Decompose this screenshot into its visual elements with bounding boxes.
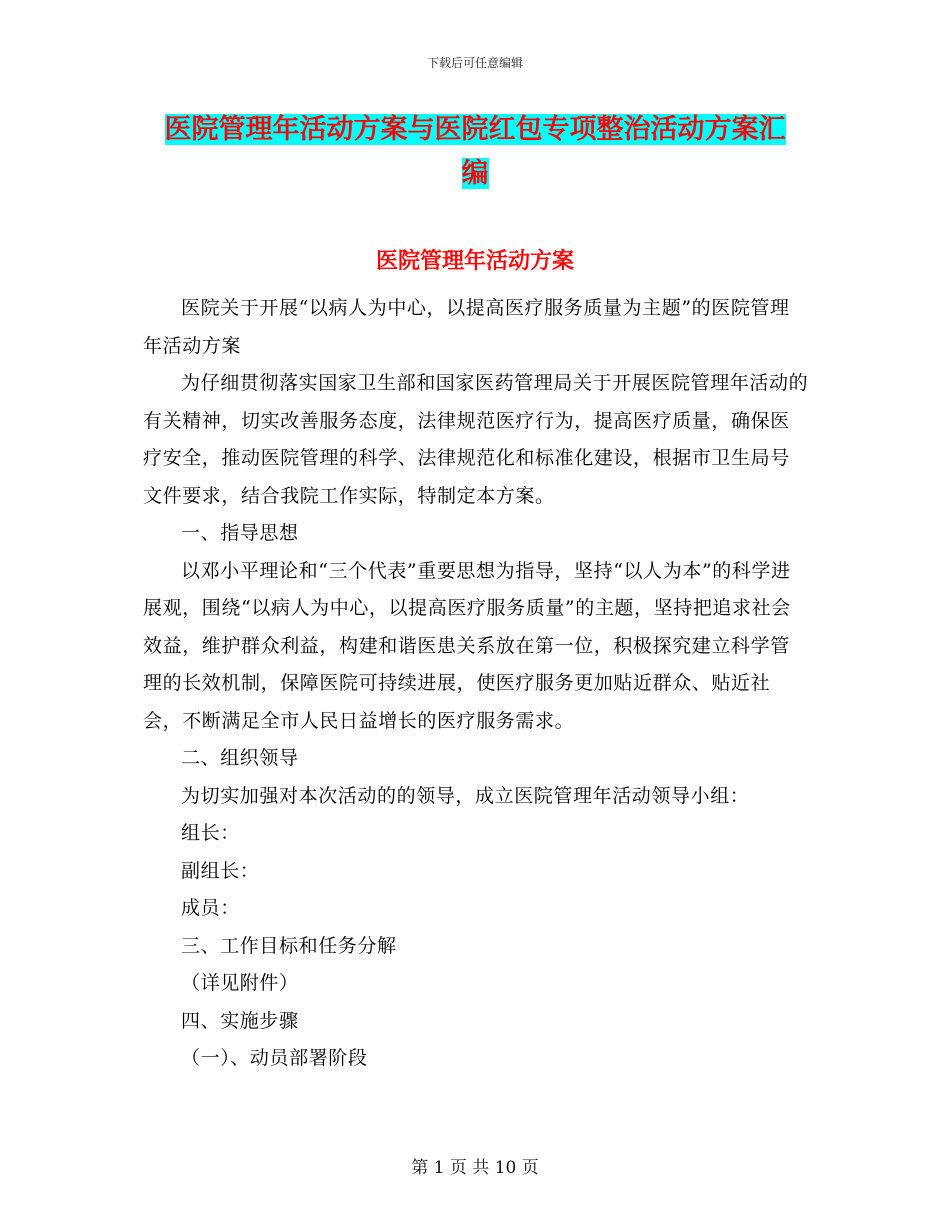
heading-guiding-ideology: 一、指导思想 [181,522,299,544]
heading-mobilization-stage: （一）、动员部署阶段 [181,1047,368,1069]
line-deputy-leader: 副组长： [181,859,260,882]
line-group-leader: 组长： [181,822,240,844]
document-title-line-2: 编 [461,158,489,189]
heading-organization: 二、组织领导 [181,747,299,769]
paragraph-intro: 医院关于开展“以病人为中心，以提高医疗服务质量为主题”的医院管理年活动方案 [143,297,790,357]
document-title [140,108,810,196]
document-body [143,290,809,1078]
section-title: 医院管理年活动方案 [375,248,574,274]
paragraph-purpose: 为仔细贯彻落实国家卫生部和国家医药管理局关于开展医院管理年活动的有关精神，切实改善服务态度，法律规范医疗行为，提高医疗质量，确保医疗安全，推动医院管理的科学、法律规范化和标准化建设，根据市卫生局号文件要求，结合我院工作实际，特制定本方案。 [143,372,809,507]
header-note: 下载后可任意编辑 [426,56,523,70]
page-footer: 第 1 页 共 10 页 [411,1158,539,1178]
paragraph-organization: 为切实加强对本次活动的的领导，成立医院管理年活动领导小组： [181,784,750,807]
document-title-line-1: 医院管理年活动方案与医院红包专项整治活动方案汇 [164,114,786,145]
heading-goals-tasks: 三、工作目标和任务分解 [181,934,397,957]
heading-implementation-steps: 四、实施步骤 [181,1009,299,1032]
line-members: 成员： [181,897,240,919]
line-see-attachment: （详见附件） [181,972,299,994]
paragraph-guiding-ideology: 以邓小平理论和“三个代表”重要思想为指导，坚持“以人为本”的科学进展观，围绕“以病人为中心，以提高医疗服务质量”的主题，坚持把追求社会效益，维护群众利益，构建和谐医患关系放在第一位，积极探究建立科学管理的长效机制，保障医院可持续进展，使医疗服务更加贴近群众、贴近社会，不断满足全市人民日益增长的医疗服务需求。 [143,559,791,732]
